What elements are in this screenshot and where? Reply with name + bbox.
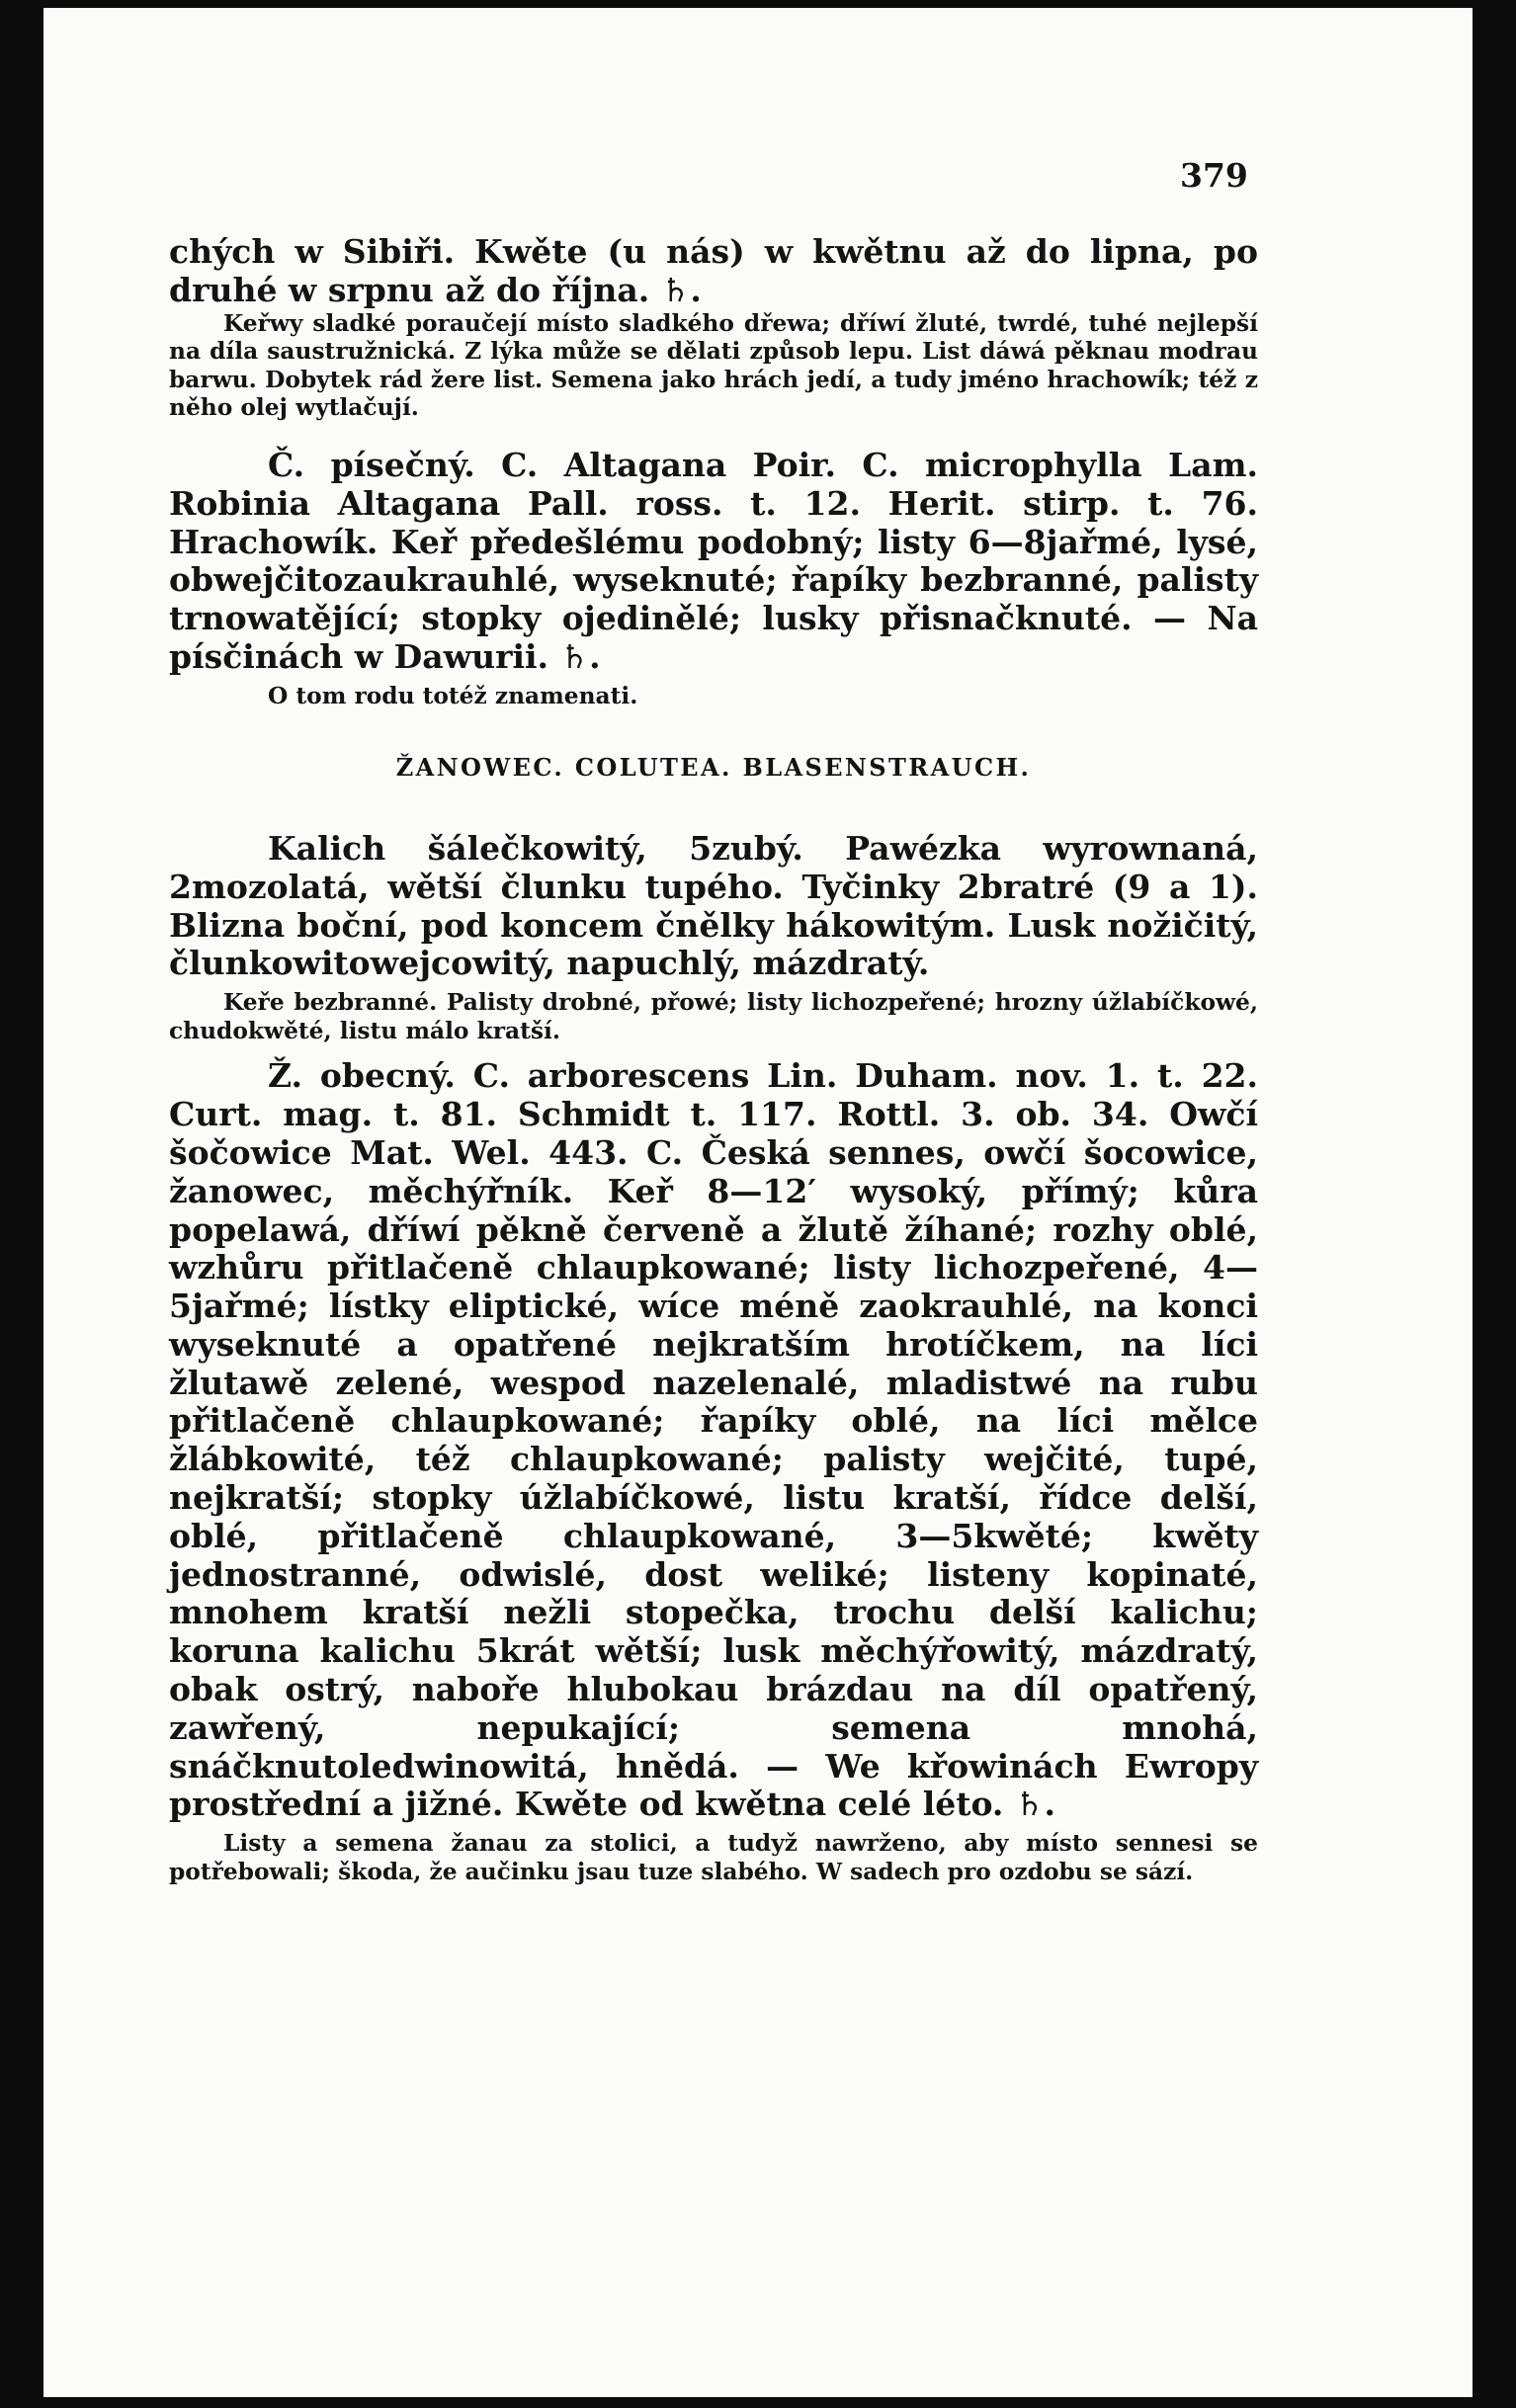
paragraph-note: Keřwy sladké poraučejí místo sladkého dřewa; dříwí žluté, twrdé, tuhé nejlepší na díla saustružnická. Z lýka může se dělati způsob lepu. List dáwá pěknau modrau barwu. Dobytek rád žere list. Semena jako hrách jedí, a tudy jméno hrachowík; též z něho olej wytlačují. [169,309,1258,422]
paragraph-note: Listy a semena žanau za stolici, a tudyž nawrženo, aby místo sennesi se potřebowali; škoda, že aučinku jsau tuze slabého. W sadech pro ozdobu se sází. [169,1830,1258,1885]
paragraph-species-entry: Č. písečný. C. Altagana Poir. C. microphylla Lam. Robinia Altagana Pall. ross. t. 12. Herit. stirp. t. 76. Hrachowík. Keř předešlému podobný; listy 6—8jařmé, lysé, obwejčitozaukrauhlé, wyseknuté; řapíky bezbranné, palisty trnowatějící; stopky ojedinělé; lusky přisnačknuté. — Na písčinách w Dawurii. ♄. [169,445,1258,676]
genus-heading: ŽANOWEC. COLUTEA. BLASENSTRAUCH. [395,753,1032,783]
page-number: 379 [1180,156,1248,195]
paragraph-genus-description: Kalich šálečkowitý, 5zubý. Pawézka wyrownaná, 2mozolatá, wětší člunku tupého. Tyčinky 2bratré (9 a 1). Blizna boční, pod koncem čnělky hákowitým. Lusk nožičitý, člunkowitowejcowitý, napuchlý, mázdratý. [169,828,1258,983]
paragraph-note: Keře bezbranné. Palisty drobné, přowé; listy lichozpeřené; hrozny úžlabíčkowé, chudokwěté, listu málo kratší. [169,989,1258,1044]
paragraph-note: O tom rodu totéž znamenati. [268,682,638,709]
book-page [43,8,1473,2397]
page-text [169,233,1258,1886]
paragraph-species-entry: Ž. obecný. C. arborescens Lin. Duham. nov. 1. t. 22. Curt. mag. t. 81. Schmidt t. 117. Rottl. 3. ob. 34. Owčí šočowice Mat. Wel. 443. C. Česká sennes, owčí šocowice, žanowec, měchýřník. Keř 8—12′ wysoký, přímý; kůra popelawá, dříwí pěkně červeně a žlutě žíhané; rozhy oblé, wzhůru přitlačeně chlaupkowané; listy lichozpeřené, 4—5jařmé; lístky eliptické, wíce méně zaokrauhlé, na konci wyseknuté a opatřené nejkratším hrotíčkem, na líci žlutawě zelené, wespod nazelenalé, mladistwé na rubu přitlačeně chlaupkowané; řapíky oblé, na líci mělce žlábkowité, též chlaupkowané; palisty wejčité, tupé, nejkratší; stopky úžlabíčkowé, listu kratší, řídce delší, oblé, přitlačeně chlaupkowané, 3—5kwěté; kwěty jednostranné, odwislé, dost weliké; listeny kopinaté, mnohem kratší nežli stopečka, trochu delší kalichu; koruna kalichu 5krát wětší; lusk měchýřowitý, mázdratý, obak ostrý, naboře hlubokau brázdau na díl opatřený, zawřený, nepukající; semena mnohá, snáčknutoledwinowitá, hnědá. — We křowinách Ewropy prostřední a jižné. Kwěte od kwětna celé léto. ♄. [169,1056,1258,1824]
paragraph-continuation: chých w Sibiři. Kwěte (u nás) w kwětnu až do lipna, po druhé w srpnu až do října. ♄. [169,232,1258,309]
